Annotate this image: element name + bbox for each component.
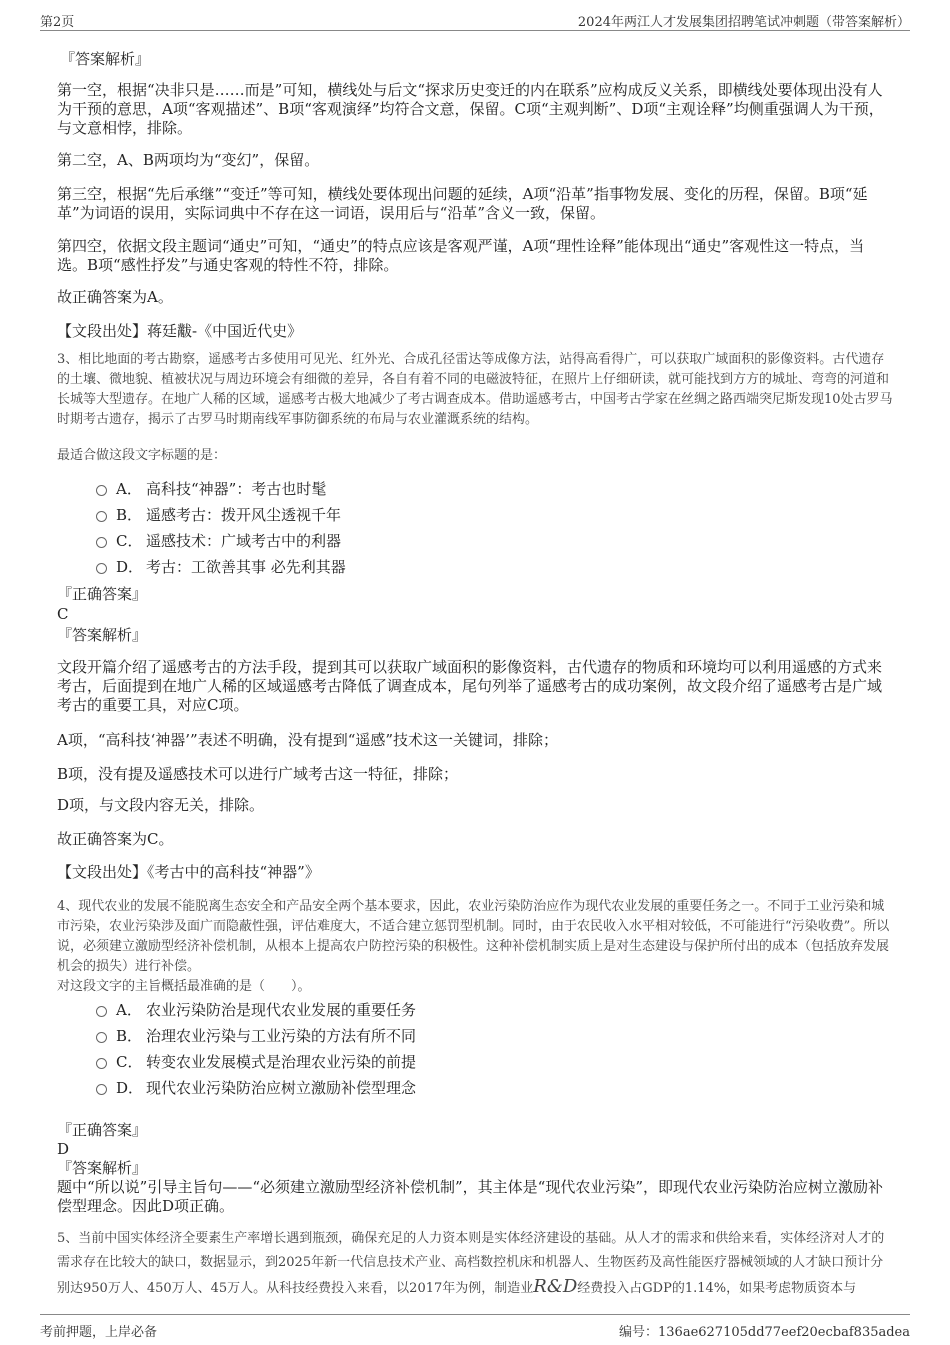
- q4-answer-label: 『正确答案』: [57, 1121, 148, 1139]
- q4-analysis-label: 『答案解析』: [57, 1159, 148, 1177]
- q2-analysis-para1: 第一空，根据“决非只是……而是”可知，横线处与后文“探求历史变迁的内在联系”应构成反义关系，即横线处要体现出没有人为干预的意思，A项“客观描述”、B项“客观演绎”均符合文意，保留。C项“主观判断”、D项“主观诠释”均侧重强调人为干预，与文意相悖，排除。: [57, 81, 884, 137]
- q3-stem: 3、相比地面的考古勘察，遥感考古多使用可见光、红外光、合成孔径雷达等成像方法，站得高看得广，可以获取广域面积的影像资料。古代遗存的土壤、微地貌、植被状况与周边环境会有细微的差异，各自有着不同的电磁波特征，在照片上仔细研读，就可能找到方方的城址、弯弯的河道和长城等大型遗存。在地广人稀的区域，遥感考古极大地减少了考古调查成本。借助遥感考古，中国考古学家在丝绸之路西端突尼斯发现10处古罗马时期考古遗存，揭示了古罗马时期南线军事防御系统的布局与农业灌溉系统的结构。: [57, 352, 893, 427]
- q3-option-d[interactable]: D． 考古：工欲善其事 必先利其器: [96, 557, 346, 577]
- q4-option-b[interactable]: B． 治理农业污染与工业污染的方法有所不同: [96, 1026, 416, 1046]
- q4-stem: 4、现代农业的发展不能脱离生态安全和产品安全两个基本要求，因此，农业污染防治应作为现代农业发展的重要任务之一。不同于工业污染和城市污染，农业污染涉及面广而隐蔽性强，评估难度大，不适合建立惩罚型机制。同时，由于农民收入水平相对较低，不可能进行“污染收费”。所以说，必须建立激励型经济补偿机制，从根本上提高农户防控污染的积极性。这种补偿机制实质上是对生态建设与保护所付出的成本（包括放弃发展机会的损失）进行补偿。: [57, 899, 890, 974]
- q2-conclusion: 故正确答案为A。: [57, 288, 173, 306]
- q2-analysis-para4: 第四空，依据文段主题词“通史”可知，“通史”的特点应该是客观严谨，A项“理性诠释”能体现出“通史”客观性这一特点，当选。B项“感性抒发”与通史客观的特性不符，排除。: [57, 237, 865, 274]
- q3-analysis-para1: 文段开篇介绍了遥感考古的方法手段，提到其可以获取广域面积的影像资料，古代遗存的物质和环境均可以利用遥感的方式来考古，后面提到在地广人稀的区域遥感考古降低了调查成本，尾句列举了遥感考古的成功案例，故文段介绍了遥感考古是广域考古的重要工具，对应C项。: [57, 658, 883, 714]
- q3-conclusion: 故正确答案为C。: [57, 830, 174, 848]
- q3-answer: C: [57, 605, 69, 623]
- radio-icon[interactable]: [96, 1058, 107, 1069]
- q5-stem-b: 经费投入占GDP的1.14%，如果考虑物质资本与: [577, 1281, 857, 1296]
- q5-stem: [57, 1227, 895, 1301]
- q3-analysis-para3: B项，没有提及遥感技术可以进行广域考古这一特征，排除；: [57, 765, 459, 783]
- page-number: 第2页: [40, 15, 75, 30]
- document-title: 2024年两江人才发展集团招聘笔试冲刺题（带答案解析）: [577, 15, 910, 30]
- q3-option-c[interactable]: C． 遥感技术：广域考古中的利器: [96, 531, 341, 551]
- q2-analysis-label: 『答案解析』: [60, 50, 151, 68]
- q4-answer: D: [57, 1140, 70, 1158]
- q3-option-a[interactable]: A． 高科技“神器”：考古也时髦: [96, 479, 326, 499]
- q4-option-a[interactable]: A． 农业污染防治是现代农业发展的重要任务: [96, 1000, 416, 1020]
- q2-analysis-para3: 第三空，根据“先后承继”“变迁”等可知，横线处要体现出问题的延续，A项“沿革”指事物发展、变化的历程，保留。B项“延革”为词语的误用，实际词典中不存在这一词语，误用后与“沿革”含义一致，保留。: [57, 185, 868, 222]
- q4-option-c[interactable]: C． 转变农业发展模式是治理农业污染的前提: [96, 1052, 416, 1072]
- document-id: 编号：136ae627105dd77eef20ecbaf835adea: [619, 1325, 910, 1340]
- radio-icon[interactable]: [96, 485, 107, 496]
- q3-analysis-para4: D项，与文段内容无关，排除。: [57, 796, 265, 814]
- footer-slogan: 考前押题，上岸必备: [40, 1325, 158, 1340]
- radio-icon[interactable]: [96, 1032, 107, 1043]
- radio-icon[interactable]: [96, 537, 107, 548]
- q3-analysis-para2: A项，“高科技‘神器’”表述不明确，没有提到“遥感”技术这一关键词，排除；: [57, 731, 559, 749]
- radio-icon[interactable]: [96, 511, 107, 522]
- radio-icon[interactable]: [96, 1084, 107, 1095]
- page-footer: [40, 1314, 910, 1340]
- q4-option-d[interactable]: D． 现代农业污染防治应树立激励补偿型理念: [96, 1078, 416, 1098]
- q4-question: 对这段文字的主旨概括最准确的是（ ）。: [57, 979, 311, 994]
- radio-icon[interactable]: [96, 1006, 107, 1017]
- q3-option-b[interactable]: B． 遥感考古：拨开风尘透视千年: [96, 505, 341, 525]
- q5-stem-a: 5、当前中国实体经济全要素生产率增长遇到瓶颈，确保充足的人力资本则是实体经济建设的基础。从人才的需求和供给来看，实体经济对人才的需求存在比较大的缺口，数据显示，到2025年新一代信息技术产业、高档数控机床和机器人、生物医药及高性能医疗器械领域的人才缺口预计分别达950万人、450万人、45万人。从科技经费投入来看，以2017年为例，制造业: [57, 1231, 885, 1296]
- q3-source: 【文段出处】《考古中的高科技“神器”》: [57, 863, 320, 881]
- q2-analysis-para2: 第二空，A、B两项均为“变幻”，保留。: [57, 151, 320, 169]
- page-header: [40, 8, 910, 31]
- radio-icon[interactable]: [96, 563, 107, 574]
- q3-question: 最适合做这段文字标题的是：: [57, 448, 227, 463]
- rd-term: R&D: [533, 1276, 578, 1297]
- q4-analysis-para1: 题中“所以说”引导主旨句——“必须建立激励型经济补偿机制”，其主体是“现代农业污染”，即现代农业污染防治应树立激励补偿型理念。因此D项正确。: [57, 1178, 884, 1215]
- q3-analysis-label: 『答案解析』: [57, 626, 148, 644]
- q2-source: 【文段出处】蒋廷黻-《中国近代史》: [57, 322, 303, 340]
- q3-answer-label: 『正确答案』: [57, 585, 148, 603]
